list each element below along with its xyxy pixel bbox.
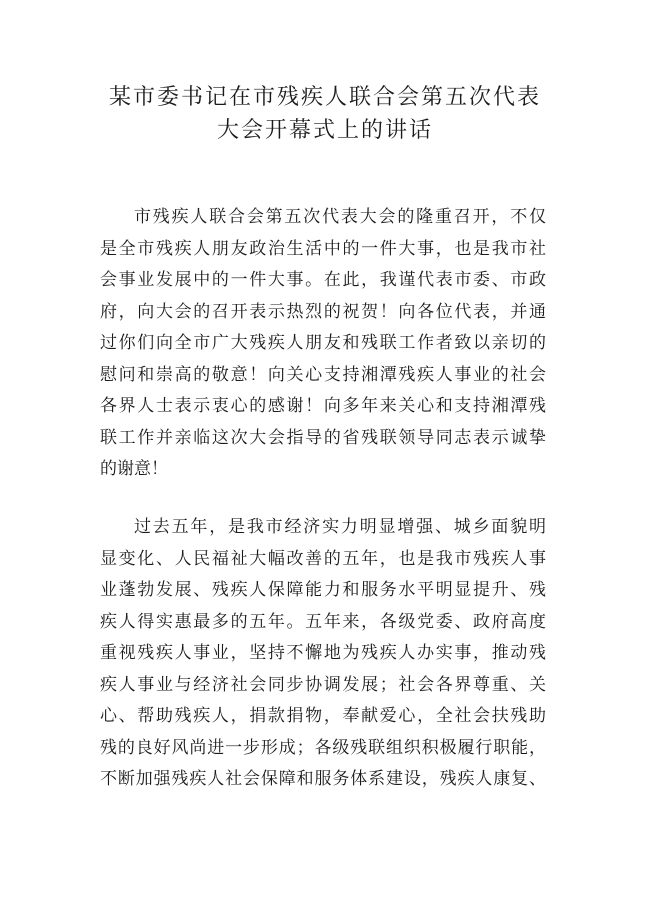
paragraph-line: 不断加强残疾人社会保障和服务体系建设，残疾人康复、 (100, 769, 546, 789)
paragraph-line: 疾人事业与经济社会同步协调发展；社会各界尊重、关 (100, 674, 546, 695)
paragraph-line: 各界人士表示衷心的感谢！向多年来关心和支持湘潭残 (100, 396, 546, 416)
paragraph-line: 心、帮助残疾人，捐款捐物，奉献爱心，全社会扶残助 (100, 706, 546, 726)
document-title-line-2: 大会开幕式上的讲话 (216, 118, 433, 143)
paragraph-line: 是全市残疾人朋友政治生活中的一件大事，也是我市社 (100, 238, 546, 259)
paragraph-line: 慰问和崇高的敬意！向关心支持湘潭残疾人事业的社会 (100, 364, 546, 385)
paragraph-line: 过去五年，是我市经济实力明显增强、城乡面貌明 (134, 517, 546, 537)
paragraph-line: 府，向大会的召开表示热烈的祝贺！向各位代表，并通 (100, 301, 546, 322)
paragraph-line: 显变化、人民福祉大幅改善的五年，也是我市残疾人事 (100, 548, 546, 569)
paragraph-line: 联工作并亲临这次大会指导的省残联领导同志表示诚挚 (100, 427, 546, 448)
paragraph-line: 的谢意！ (100, 459, 168, 479)
paragraph-line: 业蓬勃发展、残疾人保障能力和服务水平明显提升、残 (100, 580, 546, 600)
paragraph-1 (100, 202, 546, 486)
paragraph-line: 市残疾人联合会第五次代表大会的隆重召开，不仅 (134, 207, 546, 227)
document-title-line-1: 某市委书记在市残疾人联合会第五次代表 (108, 85, 541, 110)
paragraph-2 (100, 512, 546, 796)
paragraph-line: 残的良好风尚进一步形成；各级残联组织积极履行职能， (100, 737, 546, 758)
paragraph-line: 过你们向全市广大残疾人朋友和残联工作者致以亲切的 (100, 333, 546, 353)
paragraph-line: 疾人得实惠最多的五年。五年来，各级党委、政府高度 (100, 611, 546, 632)
paragraph-line: 重视残疾人事业，坚持不懈地为残疾人办实事，推动残 (100, 643, 546, 663)
paragraph-line: 会事业发展中的一件大事。在此，我谨代表市委、市政 (100, 270, 546, 290)
